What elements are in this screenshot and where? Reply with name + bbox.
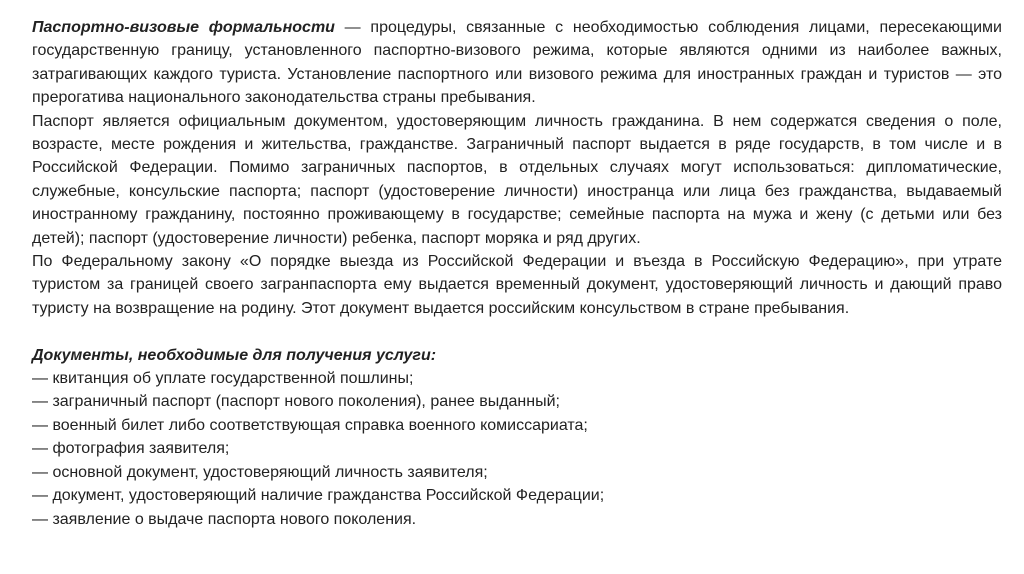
list-item: — квитанция об уплате государственной пошлины; bbox=[32, 370, 414, 388]
section-spacer bbox=[32, 320, 1002, 343]
list-item: — основной документ, удостоверяющий личность заявителя; bbox=[32, 463, 488, 481]
document-page bbox=[32, 16, 1002, 531]
list-item: — военный билет либо соответствующая справка военного комиссариата; bbox=[32, 416, 588, 434]
law-paragraph: По Федеральному закону «О порядке выезда из Российской Федерации и въезда в Российскую Федерацию», при утрате туристом за границей своего загранпаспорта ему выдается временный документ, удостоверяющий личность и дающий право туристу на возвращение на родину. Этот документ выдается российским консульством в стране пребывания. bbox=[32, 253, 1002, 317]
list-item: — заграничный паспорт (паспорт нового поколения), ранее выданный; bbox=[32, 393, 560, 411]
documents-list bbox=[32, 367, 1002, 531]
passport-paragraph: Паспорт является официальным документом, удостоверяющим личность гражданина. В нем содержатся сведения о поле, возрасте, месте рождения и жительства, гражданстве. Заграничный паспорт выдается в ряде государств, в том числе и в Российской Федерации. Помимо заграничных паспортов, в отдельных случаях могут использоваться: дипломатические, служебные, консульские паспорта; паспорт (удостоверение личности) иностранца или лица без гражданства, выдаваемый иностранному гражданину, постоянно проживающему в государстве; семейные паспорта на мужа и жену (с детьми или без детей); паспорт (удостоверение личности) ребенка, паспорт моряка и ряд других. bbox=[32, 112, 1002, 247]
intro-text: — процедуры, связанные с необходимостью соблюдения лицами, пересекающими государственную границу, установленного паспортно-визового режима, которые являются одними из наиболее важных, затрагивающих каждого туриста. Установление паспортного или визового режима для иностранных граждан и туристов — это прерогатива национального законодательства страны пребывания. bbox=[32, 19, 1002, 107]
list-item: — заявление о выдаче паспорта нового поколения. bbox=[32, 510, 417, 528]
list-item: — фотография заявителя; bbox=[32, 440, 230, 458]
intro-term: Паспортно-визовые формальности bbox=[32, 19, 335, 36]
intro-paragraph bbox=[32, 16, 1002, 110]
documents-heading: Документы, необходимые для получения услуги: bbox=[32, 346, 437, 364]
list-item: — документ, удостоверяющий наличие гражданства Российской Федерации; bbox=[32, 487, 605, 505]
